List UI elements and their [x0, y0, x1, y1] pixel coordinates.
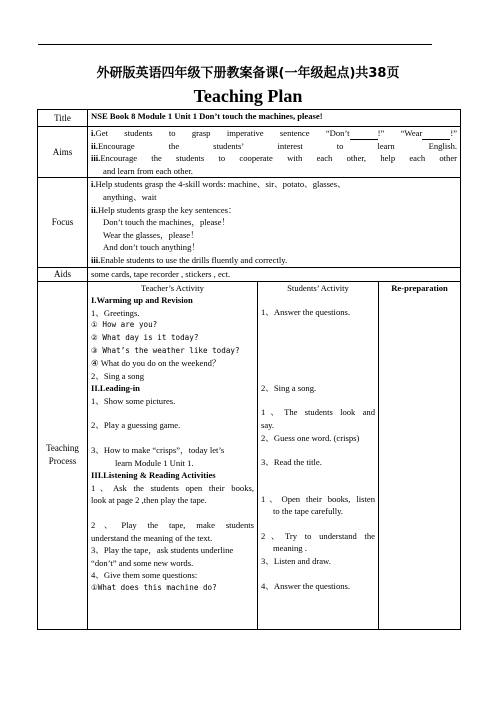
teacher-step-underline: 3、Play the tape，ask students underline — [91, 545, 234, 556]
header-rule — [38, 44, 432, 45]
student-step-guess: 2、Guess one word. (crisps) — [261, 432, 360, 443]
focus-line-7: Enable students to use the drills fluently and correctly. — [100, 254, 288, 265]
teacher-step-greetings: 1、Greetings. — [91, 307, 140, 318]
student-step-sing: 2、Sing a song. — [261, 382, 317, 393]
focus-line-2: anything、wait — [103, 191, 157, 202]
aids-row — [38, 267, 461, 281]
student-step-answer-questions: 4、Answer the questions. — [261, 580, 351, 591]
aims-marker-1: i. — [91, 128, 96, 138]
title-value: NSE Book 8 Module 1 Unit 1 Don’t touch the machines, please! — [88, 110, 461, 127]
student-step-understand-cont: meaning . — [273, 543, 307, 554]
teacher-step-crisps: 3、How to make “crisps”，today let’s — [91, 445, 225, 456]
aims-marker-3: iii. — [91, 153, 101, 164]
students-activity-column — [258, 281, 379, 629]
section-warming-up: I.Warming up and Revision — [91, 295, 193, 306]
student-step-read-title: 3、Read the title. — [261, 457, 322, 468]
teacher-step-guessing: 2、Play a guessing game. — [91, 420, 181, 431]
student-step-listen-draw: 3、Listen and draw. — [261, 556, 331, 567]
section-leading-in: II.Leading-in — [91, 383, 140, 394]
aims-row — [38, 127, 461, 178]
aims-line-2: Encourage the students’ interest to learn English. — [97, 140, 458, 151]
aims-marker-2: ii. — [91, 140, 98, 151]
teacher-step-open-books: 1、Ask the students open their books, — [91, 482, 254, 493]
focus-content — [88, 178, 461, 267]
teacher-step-sing: 2、Sing a song — [91, 370, 144, 381]
teacher-step-play-tape: 2、Play the tape, make students — [91, 520, 254, 531]
students-activity-header: Students’ Activity — [287, 282, 349, 293]
student-step-look-say: 1、The students look and — [261, 407, 375, 418]
section-listening-reading: III.Listening & Reading Activities — [91, 470, 216, 481]
focus-line-3: Help students grasp the key sentences： — [97, 204, 237, 215]
aims-label: Aims — [38, 127, 88, 178]
teacher-activity-header: Teacher’s Activity — [141, 282, 204, 293]
aims-content — [88, 127, 461, 178]
teacher-step-crisps-cont: learn Module 1 Unit 1. — [115, 457, 194, 468]
document-title: 外研版英语四年级下册教案备课(一年级起点)共38页 — [96, 66, 400, 81]
aims-line-1: Get students to grasp imperative sentence “Don’t — [95, 128, 350, 138]
aims-line-1-mid: !” “Wear — [377, 128, 423, 138]
student-step-open-books: 1、Open their books, listen — [261, 493, 375, 504]
student-step-open-books-cont: to the tape carefully. — [273, 506, 344, 517]
student-step-answer: 1、Answer the questions. — [261, 307, 351, 318]
aims-line-1-end: !” — [450, 128, 458, 138]
teacher-step-pictures: 1、Show some pictures. — [91, 395, 176, 406]
focus-marker-2: ii. — [91, 204, 98, 215]
aids-value: some cards, tape recorder , stickers , ect. — [88, 267, 461, 281]
teacher-question-2: ② What day is it today? — [91, 332, 199, 342]
focus-line-5: Wear the glasses，please！ — [103, 229, 199, 240]
process-row — [38, 281, 461, 629]
re-preparation-column — [379, 281, 461, 629]
student-step-understand: 2、Try to understand the — [261, 530, 375, 541]
teacher-step-play-tape-cont: understand the meaning of the text. — [91, 532, 213, 543]
student-step-look-say-cont: say. — [261, 419, 275, 430]
focus-line-6: And don’t touch anything！ — [103, 242, 200, 253]
re-preparation-header: Re-preparation — [391, 282, 448, 293]
plan-title: Teaching Plan — [193, 86, 303, 106]
teaching-plan-table — [37, 109, 461, 630]
aids-label: Aids — [38, 267, 88, 281]
focus-row — [38, 178, 461, 267]
teacher-question-1: ① How are you? — [91, 320, 158, 330]
title-label: Title — [38, 110, 88, 127]
focus-label: Focus — [38, 178, 88, 267]
title-row — [38, 110, 461, 127]
teacher-activity-column — [88, 281, 258, 629]
aims-line-4: and learn from each other. — [103, 165, 193, 176]
focus-line-4: Don’t touch the machines，please！ — [103, 217, 231, 228]
teacher-step-open-books-cont: look at page 2 ,then play the tape. — [91, 495, 207, 506]
teacher-question-3: ③ What’s the weather like today? — [91, 345, 240, 355]
teacher-step-underline-cont: “don’t” and some new words. — [91, 557, 194, 568]
teacher-question-machine: ①What does this machine do? — [91, 583, 217, 592]
focus-marker-3: iii. — [91, 254, 101, 265]
aims-line-3: Encourage the students to cooperate with each other, help each other — [100, 153, 458, 164]
teacher-question-4: ④ What do you do on the weekend？ — [91, 358, 221, 369]
aims-blank-2 — [422, 130, 450, 140]
process-label: Teaching Process — [38, 281, 88, 629]
focus-marker-1: i. — [91, 179, 96, 190]
teacher-step-questions: 4、Give them some questions: — [91, 570, 198, 581]
aims-blank-1 — [350, 130, 378, 140]
focus-line-1: Help students grasp the 4-skill words: machine、sir、potato、glasses、 — [95, 179, 346, 190]
